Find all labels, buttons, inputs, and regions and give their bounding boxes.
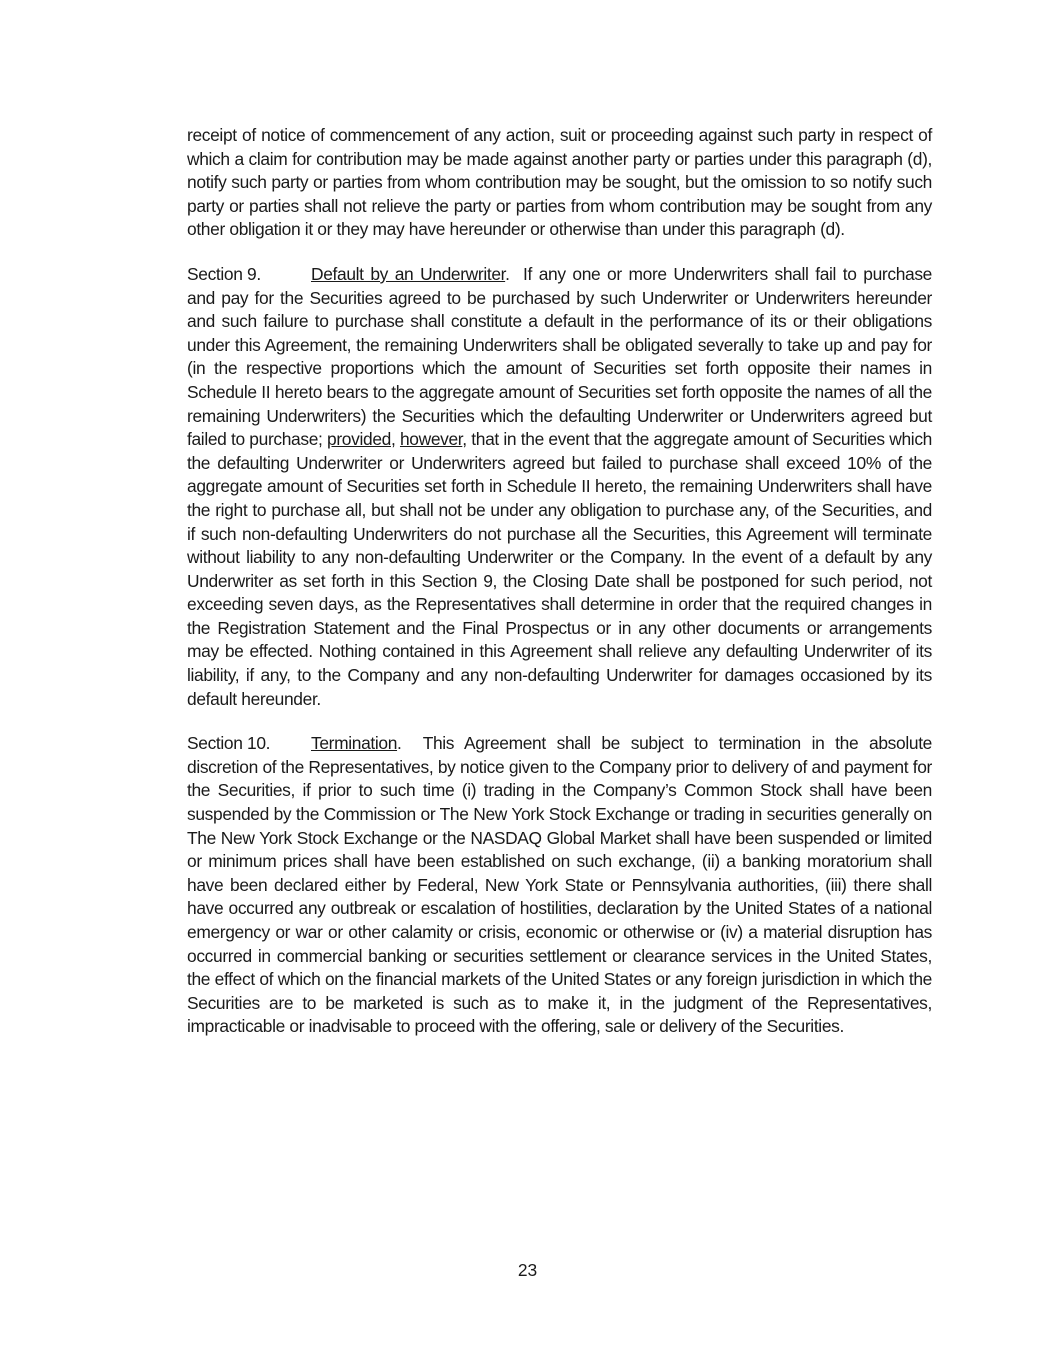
page-body xyxy=(187,124,932,1060)
section-9-title-punct: . xyxy=(505,263,510,284)
paragraph-d-text: receipt of notice of commencement of any action, suit or proceeding against such party in respect of which a claim for contribution may be made against another party or parties under this paragraph (d), notify such party or parties from whom contribution may be sought, but the omission to so notify such party or parties shall not relieve the party or parties from whom contribution may be sought from any other obligation it or they may have hereunder or otherwise than under this paragraph (d). xyxy=(187,125,932,240)
section-9-sep: , xyxy=(390,429,400,450)
section-10-number: Section 10. xyxy=(187,733,271,754)
paragraph-d-continuation xyxy=(187,124,932,242)
section-9-title: Default by an Underwriter xyxy=(311,263,506,284)
section-9-text-part2: , that in the event that the aggregate amount of Securities which the defaulting Underwriter or Underwriters agreed but failed to purchase shall exceed 10% of the aggregate amount of Securities set forth in Schedule II hereto, the remaining Underwriters shall have the right to purchase all, but shall not be under any obligation to purchase any, of the Securities, and if such non-defaulting Underwriters do not purchase all the Securities, this Agreement will terminate without liability to any non-defaulting Underwriter or the Company. In the event of a default by any Underwriter as set forth in this Section 9, the Closing Date shall be postponed for such period, not exceeding seven days, as the Representatives shall determine in order that the required changes in the Registration Statement and the Final Prospectus or in any other documents or arrangements may be effected. Nothing contained in this Agreement shall relieve any defaulting Underwriter of its liability, if any, to the Company and any non-defaulting Underwriter for damages occasioned by its default hereunder. xyxy=(187,429,932,709)
section-9-number: Section 9. xyxy=(187,263,261,284)
page-number: 23 xyxy=(517,1260,538,1280)
section-9-text-part1: If any one or more Underwriters shall fail to purchase and pay for the Securities agreed to be purchased by such Underwriter or Underwriters hereunder and such failure to purchase shall constitute a default in the performance of its or their obligations under this Agreement, the remaining Underwriters shall be obligated severally to take up and pay for (in the respective proportions which the amount of Securities set forth opposite their names in Schedule II hereto bears to the aggregate amount of Securities set forth opposite the names of all the remaining Underwriters) the Securities which the defaulting Underwriter or Underwriters agreed but failed to purchase; xyxy=(187,263,932,450)
section-10-title: Termination xyxy=(311,733,398,754)
section-9-provided: provided xyxy=(327,429,391,450)
section-10 xyxy=(187,732,932,1039)
section-9 xyxy=(187,263,932,711)
section-10-text: This Agreement shall be subject to termination in the absolute discretion of the Representatives, by notice given to the Company prior to delivery of and payment for the Securities, if prior to such time (i) trading in the Company’s Common Stock shall have been suspended by the Commission or The New York Stock Exchange or trading in securities generally on The New York Stock Exchange or the NASDAQ Global Market shall have been suspended or limited or minimum prices shall have been established on such exchange, (ii) a banking moratorium shall have been declared either by Federal, New York State or Pennsylvania authorities, (iii) there shall have occurred any outbreak or escalation of hostilities, declaration by the United States of a national emergency or war or other calamity or crisis, economic or otherwise or (iv) a material disruption has occurred in commercial banking or securities settlement or clearance services in the United States, the effect of which on the financial markets of the United States or any foreign jurisdiction in which the Securities are to be marketed is such as to make it, in the judgment of the Representatives, impracticable or inadvisable to proceed with the offering, sale or delivery of the Securities. xyxy=(187,733,932,1037)
section-9-however: however xyxy=(399,429,463,450)
section-10-title-punct: . xyxy=(397,733,402,754)
